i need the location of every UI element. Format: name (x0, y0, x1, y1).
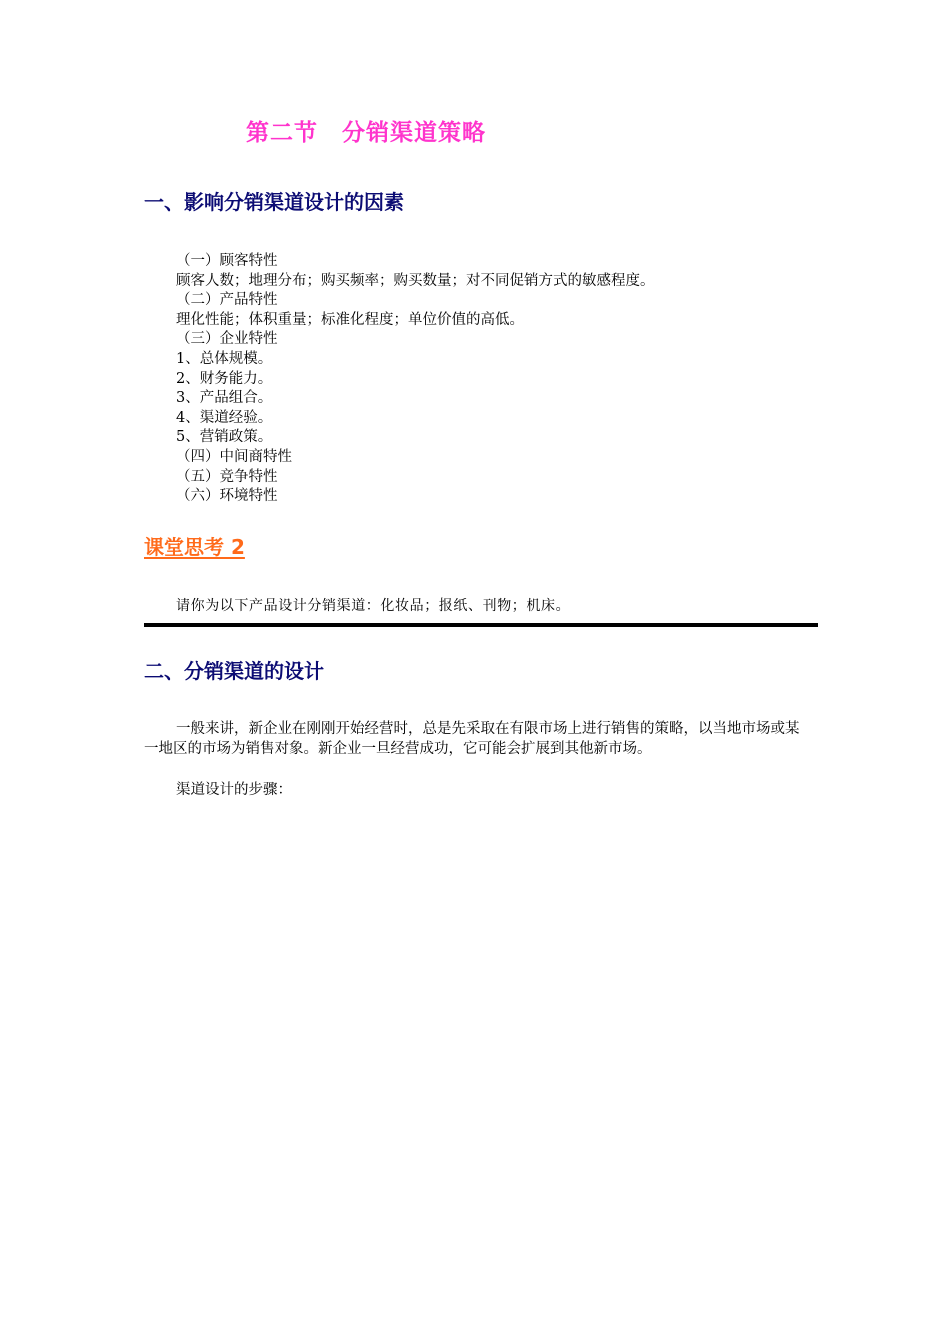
list-item: 1、总体规模。 (176, 350, 273, 367)
class-think-question: 请你为以下产品设计分销渠道：化妆品；报纸、刊物；机床。 (176, 598, 571, 614)
list-item: （四）中间商特性 (176, 448, 292, 465)
section-divider (144, 623, 818, 627)
list-item: （二）产品特性 (176, 292, 278, 309)
factors-list (176, 252, 655, 507)
list-item: （六）环境特性 (176, 488, 278, 505)
list-item: 2、财务能力。 (176, 370, 273, 387)
design-steps-label: 渠道设计的步骤： (176, 782, 292, 798)
list-item: （五）竞争特性 (176, 468, 278, 485)
page-title (246, 114, 486, 147)
list-item: 4、渠道经验。 (176, 409, 273, 426)
section-heading-factors: 一、影响分销渠道设计的因素 (144, 190, 404, 214)
design-paragraph: 一般来讲，新企业在刚刚开始经营时，总是先采取在有限市场上进行销售的策略，以当地市场或某一地区的市场为销售对象。新企业一旦经营成功，它可能会扩展到其他新市场。 (144, 721, 800, 757)
list-item: 理化性能；体积重量；标准化程度；单位价值的高低。 (176, 311, 524, 328)
list-item: 5、营销政策。 (176, 429, 273, 446)
section-heading-design: 二、分销渠道的设计 (144, 659, 324, 683)
list-item: 3、产品组合。 (176, 390, 273, 407)
list-item: 顾客人数；地理分布；购买频率；购买数量；对不同促销方式的敏感程度。 (176, 272, 655, 289)
title-section-name: 分销渠道策略 (342, 120, 486, 146)
title-section-number: 第二节 (246, 120, 318, 146)
list-item: （三）企业特性 (176, 331, 278, 348)
list-item: （一）顾客特性 (176, 253, 278, 269)
class-think-heading: 课堂思考 2 (144, 535, 245, 559)
